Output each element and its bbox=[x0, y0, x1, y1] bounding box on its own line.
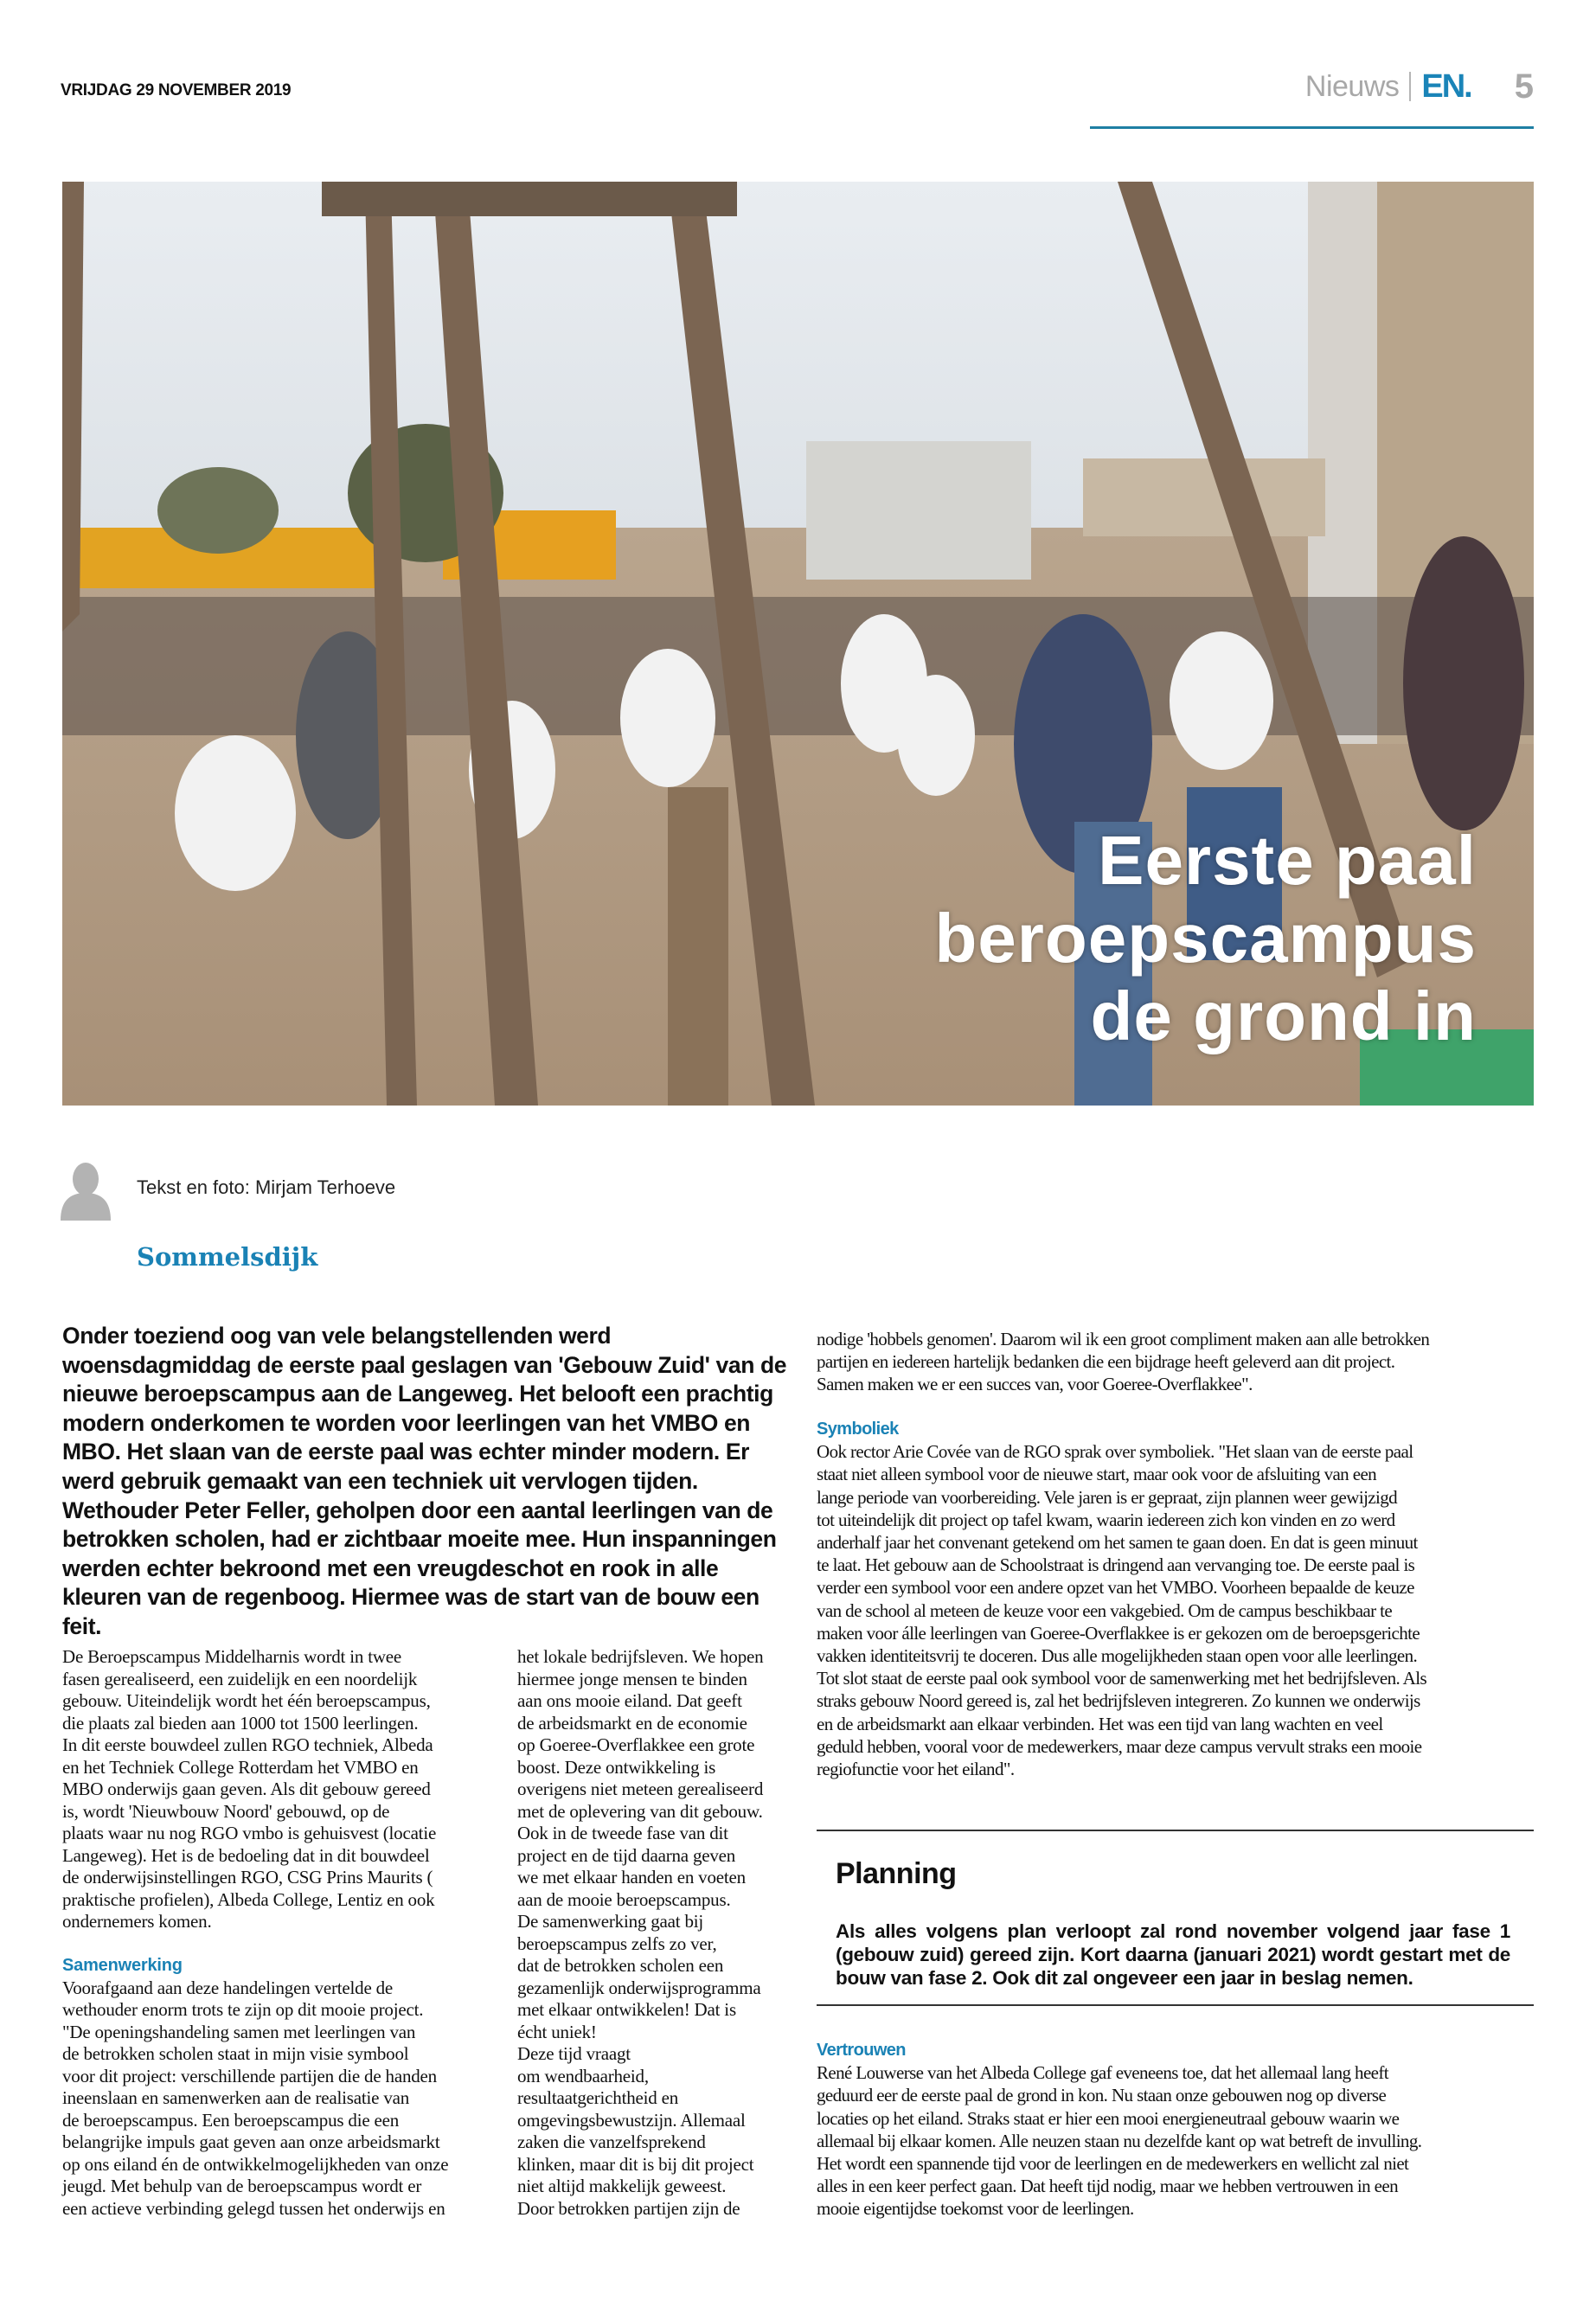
masthead bbox=[1305, 66, 1534, 107]
text-line: en het Techniek College Rotterdam het VMBO en bbox=[62, 1756, 419, 1778]
photo-headline bbox=[934, 822, 1477, 1055]
text-line: partijen en iedereen hartelijk bedanken die een bijdrage heeft geleverd aan dit project. bbox=[817, 1351, 1395, 1373]
header-rule bbox=[1090, 126, 1534, 129]
text-line: jeugd. Met behulp van de beroepscampus wordt er bbox=[62, 2176, 422, 2196]
article-column-3 bbox=[817, 1328, 1429, 1780]
text-line: niet altijd makkelijk geweest. bbox=[517, 2176, 727, 2196]
paragraph-gap bbox=[62, 1933, 448, 1956]
text-line: nodige 'hobbels genomen'. Daarom wil ik een groot compliment maken aan alle betrokken bbox=[817, 1329, 1430, 1349]
text-line: Ook rector Arie Covée van de RGO sprak over symboliek. "Het slaan van de eerste paal bbox=[817, 1441, 1413, 1463]
planning-title: Planning bbox=[836, 1857, 957, 1890]
text-line: geduld hebben, vooral voor de medewerkers, maar deze campus vervult straks een mooie bbox=[817, 1735, 1422, 1757]
text-line: belangrijke impuls gaat geven aan onze arbeidsmarkt bbox=[62, 2131, 440, 2152]
subheading: Symboliek bbox=[817, 1420, 899, 1439]
text-line: aan ons mooie eiland. Dat geeft bbox=[517, 1690, 742, 1711]
text-line: zaken die vanzelfsprekend bbox=[517, 2131, 706, 2152]
text-line: wethouder enorm trots te zijn op dit mooie project. bbox=[62, 1999, 424, 2020]
subheading: Samenwerking bbox=[62, 1956, 183, 1975]
text-line: geduurd eer de eerste paal de grond in kon. Nu staan onze gebouwen nog op diverse bbox=[817, 2085, 1387, 2106]
headline-line: de grond in bbox=[1090, 977, 1477, 1054]
text-line: écht uniek! bbox=[517, 2021, 597, 2042]
text-line: op ons eiland én de ontwikkelmogelijkheden van onze bbox=[62, 2153, 449, 2175]
dateline-place: Sommelsdijk bbox=[137, 1242, 318, 1272]
text-line: De Beroepscampus Middelharnis wordt in twee bbox=[62, 1646, 402, 1667]
text-line: maken voor álle leerlingen van Goeree-Overflakkee is er gekozen om de beroepsgerichte bbox=[817, 1622, 1420, 1644]
text-line: staat niet alleen symbool voor de nieuwe start, maar ook voor de afsluiting van een bbox=[817, 1464, 1377, 1485]
text-line: een actieve verbinding gelegd tussen het onderwijs en bbox=[62, 2197, 445, 2219]
text-line: project en de tijd daarna geven bbox=[517, 1844, 736, 1866]
text-line: voor dit project: verschillende partijen die de handen bbox=[62, 2065, 437, 2086]
text-line: beroepscampus zelfs zo ver, bbox=[517, 1932, 717, 1954]
text-line: mooie eigentijdse toekomst voor de leerlingen. bbox=[817, 2198, 1134, 2220]
text-line: is, wordt 'Nieuwbouw Noord' gebouwd, op de bbox=[62, 1800, 390, 1822]
text-line: locaties op het eiland. Straks staat er hier een mooi energieneutraal gebouw waarin we bbox=[817, 2107, 1400, 2129]
issue-date: VRIJDAG 29 NOVEMBER 2019 bbox=[61, 81, 292, 99]
text-line: hiermee jonge mensen te binden bbox=[517, 1668, 747, 1689]
text-line: Langeweg). Het is de bedoeling dat in dit bouwdeel bbox=[62, 1844, 430, 1866]
text-line: anderhalf jaar het convenant getekend om het samen te gaan doen. En dat is geen minuut bbox=[817, 1532, 1418, 1553]
text-line: boost. Deze ontwikkeling is bbox=[517, 1756, 716, 1778]
text-line: lange periode van voorbereiding. Vele jaren is er gepraat, zijn plannen weer gewijzigd bbox=[817, 1486, 1398, 1508]
text-line: Deze tijd vraagt bbox=[517, 2043, 631, 2064]
text-line: te laat. Het gebouw aan de Schoolstraat is dringend aan vervanging toe. De eerste paal is bbox=[817, 1554, 1415, 1576]
article-column-2 bbox=[517, 1646, 763, 2220]
text-line: allemaal bij elkaar komen. Alle neuzen staan nu dezelfde kant op wat betreft de invulling. bbox=[817, 2130, 1422, 2151]
person-silhouette-icon bbox=[61, 1162, 111, 1221]
paragraph-gap bbox=[817, 1396, 1429, 1419]
text-line: vakken identiteitsvrij te doceren. Dus alle mogelijkheden staan open voor alle leerlingen. bbox=[817, 1644, 1418, 1666]
text-line: straks gebouw Noord gereed is, zal het bedrijfsleven integreren. Zo kunnen we onderwijs bbox=[817, 1690, 1420, 1712]
text-line: aan de mooie beroepscampus. bbox=[517, 1888, 731, 1910]
text-line: met elkaar ontwikkelen! Dat is bbox=[517, 1999, 736, 2020]
subheading: Vertrouwen bbox=[817, 2041, 906, 2060]
article-column-1 bbox=[62, 1646, 448, 2220]
text-line: De samenwerking gaat bij bbox=[517, 1911, 704, 1932]
text-line: alles in een keer perfect gaan. Dat heeft tijd nodig, maar we hebben vertrouwen in een bbox=[817, 2176, 1398, 2197]
text-line: MBO onderwijs gaan geven. Als dit gebouw gereed bbox=[62, 1779, 431, 1799]
masthead-divider bbox=[1409, 72, 1411, 101]
text-line: en de arbeidsmarkt aan elkaar verbinden. Het was een tijd van lang wachten en veel bbox=[817, 1713, 1383, 1734]
text-line: die plaats zal bieden aan 1000 tot 1500 leerlingen. bbox=[62, 1712, 419, 1734]
text-line: resultaatgerichtheid en bbox=[517, 2087, 679, 2108]
text-line: ineenslaan en samenwerken aan de realisatie van bbox=[62, 2087, 410, 2108]
text-line: praktische profielen), Albeda College, Lentiz en ook bbox=[62, 1888, 435, 1910]
newspaper-logo: EN. bbox=[1421, 67, 1471, 105]
text-line: met de oplevering van dit gebouw. bbox=[517, 1800, 763, 1822]
text-line: klinken, maar dit is bij dit project bbox=[517, 2153, 754, 2175]
page-number: 5 bbox=[1514, 67, 1534, 106]
text-line: plaats waar nu nog RGO vmbo is gehuisvest (locatie bbox=[62, 1823, 437, 1843]
text-line: gebouw. Uiteindelijk wordt het één beroepscampus, bbox=[62, 1690, 431, 1711]
text-line: "De openingshandeling samen met leerlingen van bbox=[62, 2021, 416, 2042]
article-intro: Onder toeziend oog van vele belangstellenden werd woensdagmiddag de eerste paal geslagen van 'Gebouw Zuid' van de nieuwe beroepscampus aan de Langeweg. Het belooft een prachtig modern onderkomen te worden voor leerlingen van het VMBO en MBO. Het slaan van de eerste paal was echter minder modern. Er werd gebruik gemaakt van een techniek uit vervlogen tijden. Wethouder Peter Feller, geholpen door een aantal leerlingen van de betrokken scholen, had er zichtbaar moeite mee. Hun inspanningen werden echter bekroond met een vreugdeschot en rook in alle kleuren van de regenboog. Hiermee was de start van de bouw een feit. bbox=[62, 1323, 787, 1639]
text-line: Door betrokken partijen zijn de bbox=[517, 2197, 740, 2219]
text-line: het lokale bedrijfsleven. We hopen bbox=[517, 1646, 764, 1667]
text-line: René Louwerse van het Albeda College gaf eveneens toe, dat het allemaal lang heeft bbox=[817, 2062, 1389, 2084]
text-line: om wendbaarheid, bbox=[517, 2065, 649, 2086]
text-line: we met elkaar handen en voeten bbox=[517, 1867, 746, 1888]
text-line: Tot slot staat de eerste paal ook symbool voor de samenwerking met het bedrijfsleven. Als bbox=[817, 1668, 1427, 1689]
article-column-4 bbox=[817, 2039, 1421, 2221]
text-line: regiofunctie voor het eiland". bbox=[817, 1758, 1015, 1779]
text-line: Het wordt een spannende tijd voor de leerlingen en de medewerkers en wellicht zal niet bbox=[817, 2152, 1409, 2174]
text-line: Voorafgaand aan deze handelingen vertelde de bbox=[62, 1977, 394, 1998]
text-line: Ook in de tweede fase van dit bbox=[517, 1823, 728, 1843]
text-line: Samen maken we er een succes van, voor Goeree-Overflakkee". bbox=[817, 1374, 1253, 1395]
text-line: verder een symbool voor een andere opzet van het VMBO. Voorheen bepaalde de keuze bbox=[817, 1577, 1414, 1599]
section-label: Nieuws bbox=[1304, 69, 1400, 103]
text-line: van de school al meteen de keuze voor een vakgebied. Om de campus beschikbaar te bbox=[817, 1599, 1393, 1621]
text-line: In dit eerste bouwdeel zullen RGO techniek, Albeda bbox=[62, 1734, 433, 1755]
text-line: ondernemers komen. bbox=[62, 1911, 212, 1932]
text-line: gezamenlijk onderwijsprogramma bbox=[517, 1977, 761, 1998]
text-line: de beroepscampus. Een beroepscampus die een bbox=[62, 2109, 400, 2131]
text-line: dat de betrokken scholen een bbox=[517, 1955, 724, 1976]
headline-line: beroepscampus bbox=[934, 900, 1477, 977]
text-line: omgevingsbewustzijn. Allemaal bbox=[517, 2109, 746, 2131]
text-line: fasen gerealiseerd, een zuidelijk en een noordelijk bbox=[62, 1668, 418, 1689]
text-line: tot uiteindelijk dit project op tafel kwam, waarin iedereen zich kon vinden en zo werd bbox=[817, 1509, 1395, 1530]
byline: Tekst en foto: Mirjam Terhoeve bbox=[137, 1176, 396, 1198]
planning-box bbox=[817, 1830, 1534, 2006]
text-line: de arbeidsmarkt en de economie bbox=[517, 1712, 747, 1734]
text-line: op Goeree-Overflakkee een grote bbox=[517, 1734, 755, 1755]
text-line: de onderwijsinstellingen RGO, CSG Prins Maurits ( bbox=[62, 1867, 433, 1888]
headline-line: Eerste paal bbox=[1098, 822, 1477, 899]
text-line: de betrokken scholen staat in mijn visie symbool bbox=[62, 2043, 409, 2064]
planning-text: Als alles volgens plan verloopt zal rond november volgend jaar fase 1 (gebouw zuid) gereed zijn. Kort daarna (januari 2021) wordt gestart met de bouw van fase 2. Ook dit zal ongeveer een jaar in beslag nemen. bbox=[836, 1920, 1510, 1989]
text-line: overigens niet meteen gerealiseerd bbox=[517, 1779, 764, 1799]
